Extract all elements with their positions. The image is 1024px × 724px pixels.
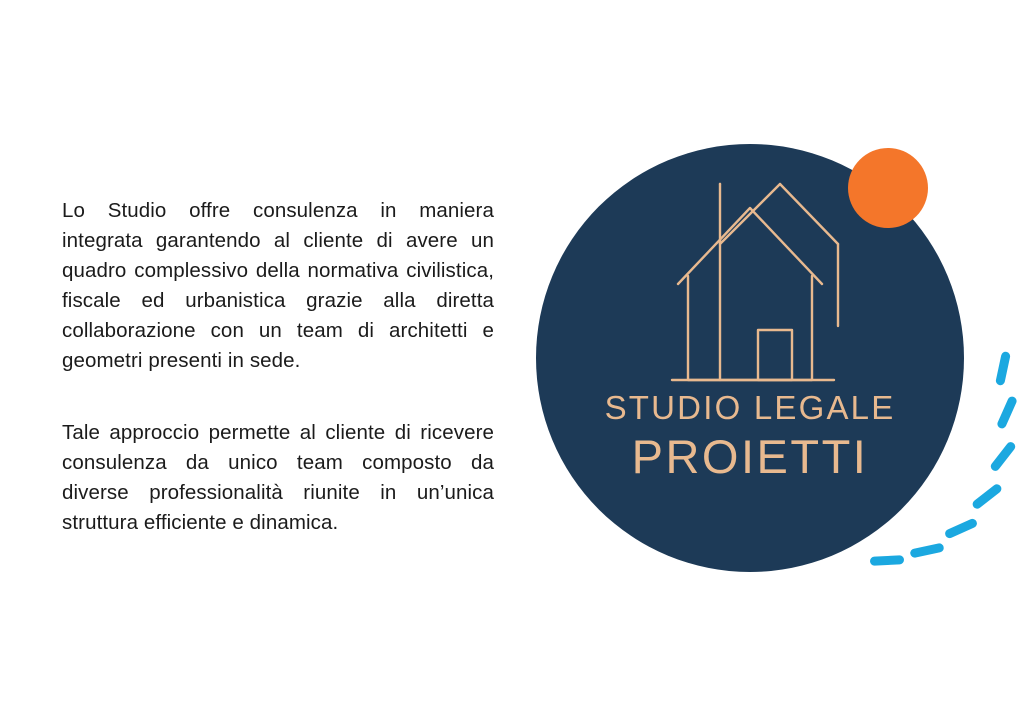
arc-dash	[996, 395, 1018, 430]
brand-wordmark	[536, 388, 964, 484]
arc-dash	[971, 482, 1003, 510]
house-outline-icon	[662, 180, 842, 400]
logo-composition	[512, 100, 1024, 660]
arc-dash	[989, 440, 1017, 472]
brand-line-two: PROIETTI	[631, 430, 869, 483]
arc-dash	[870, 555, 904, 566]
brand-line-one: STUDIO LEGALE	[604, 389, 896, 426]
arc-dash	[944, 517, 979, 539]
orange-dot-icon	[848, 148, 928, 228]
body-text-column	[62, 196, 494, 538]
paragraph-one: Lo Studio offre consulenza in maniera integrata garantendo al cliente di avere un quadro complessivo della normativa civilistica, fiscale ed urbanistica grazie alla diretta collaborazione con un team di architetti e geometri presenti in sede.	[62, 199, 494, 372]
arc-dash	[995, 351, 1011, 386]
paragraph-two: Tale approccio permette al cliente di ricevere consulenza da unico team composto da diverse professionalità riunite in un’unica struttura efficiente e dinamica.	[62, 421, 494, 534]
arc-dash	[909, 543, 944, 559]
